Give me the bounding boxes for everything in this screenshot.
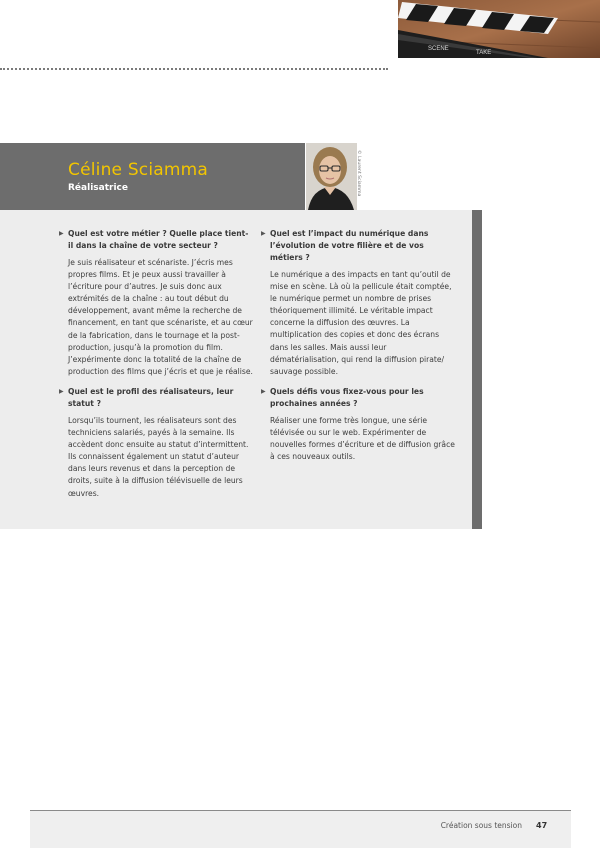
interview-question — [59, 386, 253, 410]
interview-answer: Je suis réalisateur et scénariste. J’écris mes propres films. Et je peux aussi travailler à l’écriture pour d’autres. Je suis donc aux extrémités de la chaîne : au tout début du développement, avant même la recherche de financement, en tant que scénariste, et au cœur de la fabrication, dans le tournage et la post-production, jusqu’à la promotion du film. J’expérimente donc la totalité de la chaîne de production des films que j’écris et que je réalise. — [68, 258, 253, 376]
interview-answer: Réaliser une forme très longue, une série télévisée ou sur le web. Expérimenter de nouvelles formes d’écriture et de diffusion grâce à ces nouveaux outils. — [270, 415, 455, 462]
portrait-illustration — [306, 143, 357, 210]
question-text: Quels défis vous fixez-vous pour les prochaines années ? — [270, 386, 424, 408]
triangle-right-icon: ▶ — [261, 230, 266, 237]
clapper-take-label: TAKE — [476, 50, 492, 56]
clapperboard-image — [398, 0, 600, 58]
qa-block — [59, 386, 253, 500]
profile-name: Céline Sciamma — [68, 160, 209, 180]
question-text: Quel est l’impact du numérique dans l’évolution de votre filière et de vos métiers ? — [270, 229, 429, 262]
interview-answer: Le numérique a des impacts en tant qu’outil de mise en scène. Là où la pellicule était comptée, le numérique permet un nombre de prises théoriquement illimité. Le véritable impact concerne la diffusion des œuvres. La multiplication des copies et donc des écrans dans les salles. Mais aussi leur dématérialisation, qui rend la diffusion pirate/ sauvage possible. — [270, 270, 452, 376]
triangle-right-icon: ▶ — [59, 387, 64, 395]
qa-block — [59, 228, 253, 378]
panel-side-bar — [472, 210, 482, 529]
profile-role: Réalisatrice — [68, 183, 128, 193]
interview-question — [261, 386, 455, 410]
top-dotted-divider — [0, 68, 388, 70]
page-number: 47 — [536, 821, 548, 830]
footer-section-title: Création sous tension — [440, 821, 522, 830]
photo-credit: © Laurent Sciamma — [356, 150, 361, 197]
interview-answer: Lorsqu’ils tournent, les réalisateurs sont des techniciens salariés, payés à la semaine. Ils accèdent donc ensuite au statut d’intermittent. Ils connaissent également un statut d’auteur dans leurs revenus et dans la perception de droits, suite à la diffusion télévisuelle de leurs œuvres. — [68, 415, 249, 498]
interview-question — [59, 228, 253, 252]
portrait-photo — [306, 143, 357, 210]
qa-block — [261, 386, 455, 463]
triangle-right-icon: ▶ — [59, 230, 64, 237]
qa-block — [261, 228, 455, 378]
question-text: Quel est le profil des réalisateurs, leur statut ? — [68, 386, 234, 408]
clapperboard-illustration — [398, 0, 600, 58]
interview-column-right — [261, 228, 455, 471]
question-text: Quel est votre métier ? Quelle place tient-il dans la chaîne de votre secteur ? — [68, 229, 249, 250]
clapper-scene-label: SCENE — [428, 46, 449, 52]
triangle-right-icon: ▶ — [261, 387, 266, 395]
interview-column-left — [59, 228, 253, 508]
interview-question — [261, 228, 455, 264]
